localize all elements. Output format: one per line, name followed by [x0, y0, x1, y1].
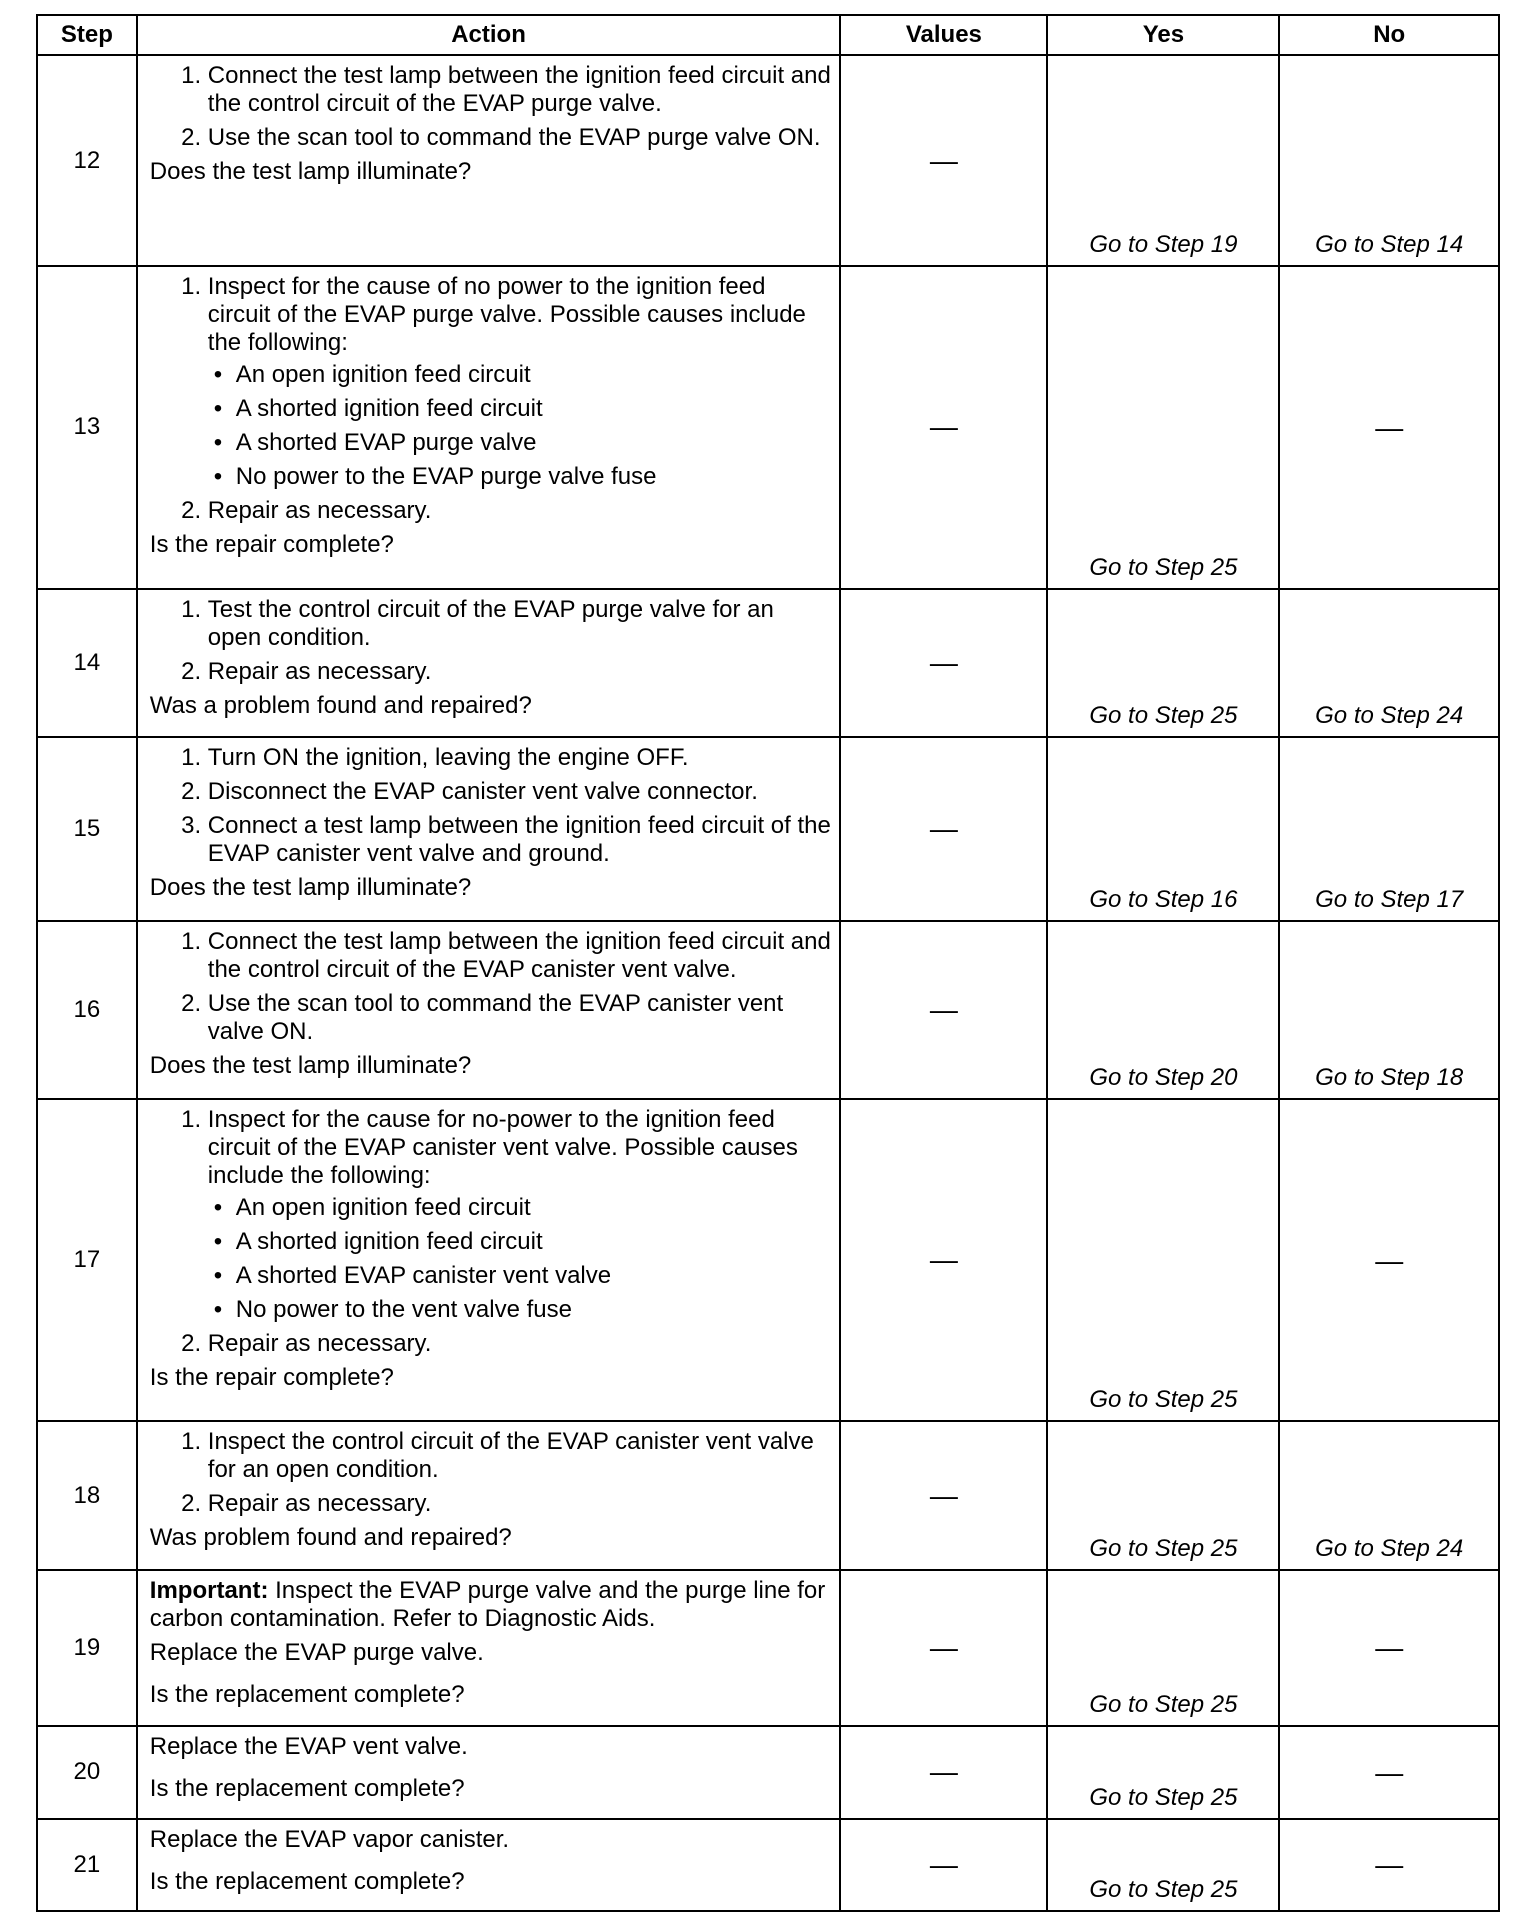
- no-cell: Go to Step 24: [1279, 589, 1499, 737]
- table-row: [37, 921, 1499, 1099]
- step-number: 18: [37, 1421, 137, 1569]
- values-cell: —: [840, 266, 1047, 588]
- no-cell: Go to Step 24: [1279, 1421, 1499, 1569]
- table-row: [37, 1099, 1499, 1421]
- values-cell: —: [840, 1099, 1047, 1421]
- cause-item: • A shorted ignition feed circuit: [214, 1228, 832, 1256]
- cause-item: • A shorted EVAP canister vent valve: [214, 1262, 832, 1290]
- header-no: No: [1279, 15, 1499, 55]
- header-step: Step: [37, 15, 137, 55]
- step-number: 15: [37, 737, 137, 922]
- action-item: 2. Use the scan tool to command the EVAP purge valve ON.: [208, 124, 832, 152]
- cause-item: • No power to the EVAP purge valve fuse: [214, 463, 832, 491]
- no-cell: —: [1279, 1570, 1499, 1727]
- no-cell: —: [1279, 1726, 1499, 1818]
- action-question: Is the repair complete?: [149, 531, 394, 559]
- action-cell: [137, 266, 841, 588]
- header-row: [37, 15, 1499, 55]
- table-row: [37, 589, 1499, 737]
- yes-cell: Go to Step 20: [1047, 921, 1279, 1099]
- table-row: [37, 55, 1499, 266]
- table-row: [37, 1819, 1499, 1911]
- action-item-text: Inspect for the cause for no-power to the ignition feed circuit of the EVAP canister vent valve. Possible causes include the following:: [207, 1106, 798, 1190]
- action-item: 1. Inspect the control circuit of the EVAP canister vent valve for an open condition.: [208, 1428, 832, 1484]
- action-cell: [137, 1819, 841, 1911]
- action-question: Is the replacement complete?: [149, 1775, 465, 1803]
- action-cell: [137, 1570, 841, 1727]
- cause-item: • An open ignition feed circuit: [214, 1194, 832, 1222]
- action-item: [208, 273, 832, 491]
- values-cell: —: [840, 589, 1047, 737]
- step-number: 17: [37, 1099, 137, 1421]
- no-cell: Go to Step 17: [1279, 737, 1499, 922]
- no-cell: —: [1279, 266, 1499, 588]
- yes-cell: Go to Step 25: [1047, 589, 1279, 737]
- action-question: Was problem found and repaired?: [149, 1524, 512, 1552]
- action-question: Does the test lamp illuminate?: [149, 1052, 472, 1080]
- header-action: Action: [137, 15, 841, 55]
- action-item-text: Inspect for the cause of no power to the ignition feed circuit of the EVAP purge valve. Possible causes include the following:: [207, 273, 806, 357]
- cause-item: • A shorted ignition feed circuit: [214, 395, 832, 423]
- step-number: 12: [37, 55, 137, 266]
- action-item: 1. Turn ON the ignition, leaving the engine OFF.: [208, 744, 832, 772]
- action-instruction: Replace the EVAP vapor canister.: [149, 1825, 510, 1853]
- step-number: 16: [37, 921, 137, 1099]
- action-cell: [137, 589, 841, 737]
- yes-cell: Go to Step 25: [1047, 1819, 1279, 1911]
- no-cell: —: [1279, 1099, 1499, 1421]
- table-row: [37, 1421, 1499, 1569]
- action-cell: [137, 55, 841, 266]
- action-item: [208, 1106, 832, 1324]
- yes-cell: Go to Step 25: [1047, 1726, 1279, 1818]
- action-question: Was a problem found and repaired?: [149, 691, 532, 719]
- table-row: [37, 1570, 1499, 1727]
- action-question: Does the test lamp illuminate?: [149, 158, 472, 185]
- step-number: 19: [37, 1570, 137, 1727]
- action-instruction: Replace the EVAP vent valve.: [149, 1733, 468, 1761]
- step-number: 20: [37, 1726, 137, 1818]
- action-cell: [137, 1726, 841, 1818]
- action-cell: [137, 921, 841, 1099]
- header-yes: Yes: [1047, 15, 1279, 55]
- values-cell: —: [840, 737, 1047, 922]
- header-values: Values: [840, 15, 1047, 55]
- action-item: 2. Repair as necessary.: [208, 1490, 832, 1518]
- action-item: 3. Connect a test lamp between the ignition feed circuit of the EVAP canister vent valve and ground.: [208, 812, 832, 868]
- step-number: 14: [37, 589, 137, 737]
- no-cell: Go to Step 18: [1279, 921, 1499, 1099]
- action-question: Does the test lamp illuminate?: [149, 873, 472, 901]
- step-number: 21: [37, 1819, 137, 1911]
- yes-cell: Go to Step 25: [1047, 1099, 1279, 1421]
- table-row: [37, 737, 1499, 922]
- yes-cell: Go to Step 19: [1047, 55, 1279, 266]
- action-item: 2. Repair as necessary.: [208, 497, 832, 525]
- step-number: 13: [37, 266, 137, 588]
- action-instruction: Replace the EVAP purge valve.: [149, 1638, 484, 1666]
- cause-item: • A shorted EVAP purge valve: [214, 429, 832, 457]
- diagnostic-table: [36, 14, 1500, 1912]
- values-cell: —: [840, 55, 1047, 266]
- action-item: 1. Connect the test lamp between the ignition feed circuit and the control circuit of the EVAP purge valve.: [208, 62, 832, 118]
- action-question: Is the replacement complete?: [149, 1867, 465, 1895]
- yes-cell: Go to Step 25: [1047, 1570, 1279, 1727]
- action-item: 1. Test the control circuit of the EVAP purge valve for an open condition.: [208, 596, 832, 652]
- values-cell: —: [840, 1726, 1047, 1818]
- action-cell: [137, 1421, 841, 1569]
- action-item: 2. Repair as necessary.: [208, 1330, 832, 1358]
- yes-cell: Go to Step 25: [1047, 1421, 1279, 1569]
- yes-cell: Go to Step 16: [1047, 737, 1279, 922]
- values-cell: —: [840, 921, 1047, 1099]
- important-note: Inspect the EVAP purge valve and the purge line for carbon contamination. Refer to Diagnostic Aids.: [149, 1576, 826, 1632]
- action-cell: [137, 1099, 841, 1421]
- values-cell: —: [840, 1819, 1047, 1911]
- action-item: 2. Repair as necessary.: [208, 658, 832, 686]
- action-item: 1. Connect the test lamp between the ignition feed circuit and the control circuit of the EVAP canister vent valve.: [208, 928, 832, 984]
- table-row: [37, 266, 1499, 588]
- cause-item: • No power to the vent valve fuse: [214, 1296, 832, 1324]
- no-cell: Go to Step 14: [1279, 55, 1499, 266]
- values-cell: —: [840, 1421, 1047, 1569]
- table-row: [37, 1726, 1499, 1818]
- no-cell: —: [1279, 1819, 1499, 1911]
- values-cell: —: [840, 1570, 1047, 1727]
- action-question: Is the replacement complete?: [149, 1680, 465, 1708]
- action-cell: [137, 737, 841, 922]
- action-item: 2. Disconnect the EVAP canister vent valve connector.: [208, 778, 832, 806]
- action-item: 2. Use the scan tool to command the EVAP canister vent valve ON.: [208, 990, 832, 1046]
- cause-item: • An open ignition feed circuit: [214, 361, 832, 389]
- yes-cell: Go to Step 25: [1047, 266, 1279, 588]
- important-label: Important:: [149, 1576, 269, 1604]
- action-question: Is the repair complete?: [149, 1364, 394, 1392]
